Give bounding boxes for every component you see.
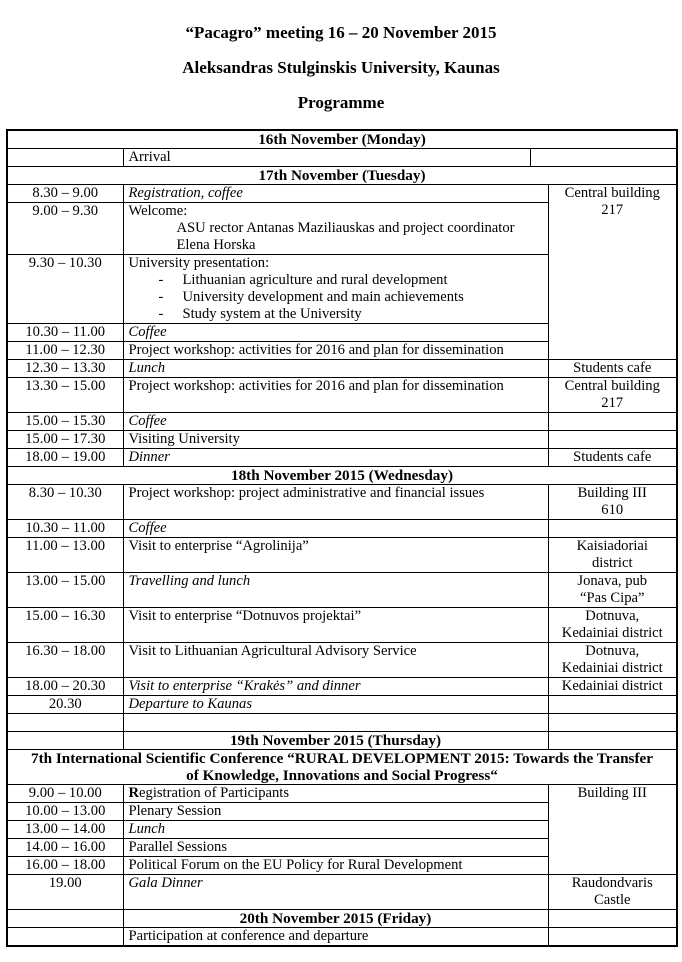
bullet-item	[159, 289, 546, 306]
table-row	[7, 485, 677, 520]
table-row	[7, 378, 677, 413]
activity-cell: Participation at conference and departure	[123, 928, 548, 947]
conference-title-line: of Knowledge, Innovations and Social Progress“	[186, 767, 498, 784]
bullet-text: Lithuanian agriculture and rural development	[182, 272, 448, 288]
table-row	[7, 467, 677, 485]
bullet-text: University development and main achievements	[182, 289, 464, 305]
table-row	[7, 167, 677, 185]
activity-cell	[123, 255, 548, 324]
location-line: “Pas Cipa”	[580, 590, 645, 606]
location-cell: Students cafe	[548, 360, 677, 378]
table-row	[7, 149, 677, 167]
location-cell	[548, 485, 677, 520]
time-cell: 12.30 – 13.30	[7, 360, 123, 378]
location-cell	[548, 185, 677, 360]
meeting-title: “Pacagro” meeting 16 – 20 November 2015	[185, 23, 497, 42]
activity-cell: Plenary Session	[123, 803, 548, 821]
table-row	[7, 538, 677, 573]
location-cell	[548, 431, 677, 449]
location-line: 217	[601, 395, 624, 411]
location-line: Kaisiadoriai	[576, 538, 648, 554]
activity-line: ASU rector Antanas Maziliauskas and project coordinator	[176, 220, 515, 236]
spacer-row	[7, 714, 677, 732]
programme-table	[6, 129, 678, 947]
location-cell	[530, 149, 677, 167]
bullet-text: Study system at the University	[182, 306, 362, 322]
activity-cell: Lunch	[123, 821, 548, 839]
bullet-item	[159, 306, 546, 323]
table-row	[7, 431, 677, 449]
location-line: Building III	[577, 485, 647, 501]
time-cell: 10.00 – 13.00	[7, 803, 123, 821]
time-cell: 15.00 – 16.30	[7, 608, 123, 643]
location-cell	[548, 928, 677, 947]
conference-title-cell	[7, 750, 677, 785]
time-cell: 15.00 – 17.30	[7, 431, 123, 449]
location-line: Kedainiai district	[561, 625, 663, 641]
activity-cell: Political Forum on the EU Policy for Rural Development	[123, 857, 548, 875]
location-cell	[548, 608, 677, 643]
time-cell: 8.30 – 10.30	[7, 485, 123, 520]
location-line: Dotnuva,	[585, 643, 640, 659]
day-header-friday: 20th November 2015 (Friday)	[123, 910, 548, 928]
time-cell: 8.30 – 9.00	[7, 185, 123, 203]
activity-cell: Parallel Sessions	[123, 839, 548, 857]
time-cell: 9.30 – 10.30	[7, 255, 123, 324]
activity-cell: Coffee	[123, 413, 548, 431]
time-cell	[7, 149, 123, 167]
location-line: Central building	[564, 378, 660, 394]
table-row	[7, 360, 677, 378]
activity-cell: Visit to enterprise “Krakės” and dinner	[123, 678, 548, 696]
table-row	[7, 130, 677, 149]
location-line: district	[591, 555, 633, 571]
day-header-monday: 16th November (Monday)	[7, 130, 677, 149]
activity-cell	[123, 785, 548, 803]
time-cell: 13.00 – 15.00	[7, 573, 123, 608]
activity-cell: Registration, coffee	[123, 185, 548, 203]
activity-cell: Coffee	[123, 520, 548, 538]
activity-line: Welcome:	[128, 203, 188, 219]
activity-cell: Dinner	[123, 449, 548, 467]
time-cell: 13.00 – 14.00	[7, 821, 123, 839]
location-line: Jonava, pub	[577, 573, 648, 589]
bullet-item	[159, 272, 546, 289]
location-line: Building III	[577, 785, 647, 801]
time-cell: 9.00 – 10.00	[7, 785, 123, 803]
location-cell	[548, 573, 677, 608]
table-row	[7, 696, 677, 714]
activity-cell: Lunch	[123, 360, 548, 378]
location-cell	[548, 413, 677, 431]
location-cell	[548, 714, 677, 732]
activity-cell: Project workshop: activities for 2016 and plan for dissemination	[123, 342, 548, 360]
activity-cell: Departure to Kaunas	[123, 696, 548, 714]
activity-cell: Gala Dinner	[123, 875, 548, 910]
time-cell: 20.30	[7, 696, 123, 714]
time-cell: 9.00 – 9.30	[7, 203, 123, 255]
table-row	[7, 732, 677, 750]
activity-cell	[123, 203, 548, 255]
time-cell: 13.30 – 15.00	[7, 378, 123, 413]
location-cell	[548, 732, 677, 750]
time-cell: 11.00 – 12.30	[7, 342, 123, 360]
location-cell: Kedainiai district	[548, 678, 677, 696]
time-cell	[7, 928, 123, 947]
table-row	[7, 520, 677, 538]
time-cell	[7, 714, 123, 732]
time-cell: 10.30 – 11.00	[7, 324, 123, 342]
location-cell: Students cafe	[548, 449, 677, 467]
time-cell: 18.00 – 19.00	[7, 449, 123, 467]
university-title: Aleksandras Stulginskis University, Kaunas	[182, 58, 500, 77]
table-row	[7, 928, 677, 947]
activity-line: Elena Horska	[176, 237, 256, 253]
activity-text: egistration of Participants	[139, 785, 290, 801]
bullet-dash: -	[158, 272, 164, 288]
arrival-cell: Arrival	[123, 149, 530, 167]
table-row	[7, 185, 677, 203]
document-header	[0, 0, 682, 112]
location-line: 610	[601, 502, 624, 518]
table-row	[7, 875, 677, 910]
location-cell	[548, 875, 677, 910]
table-row	[7, 678, 677, 696]
location-cell	[548, 910, 677, 928]
table-row	[7, 910, 677, 928]
bullet-dash: -	[158, 306, 164, 322]
day-header-thursday: 19th November 2015 (Thursday)	[123, 732, 548, 750]
activity-cell: Coffee	[123, 324, 548, 342]
conference-title-line: 7th International Scientific Conference “RURAL DEVELOPMENT 2015: Towards the Transfer	[31, 750, 653, 767]
location-line: Central building	[564, 185, 660, 201]
time-cell	[7, 732, 123, 750]
location-cell	[548, 643, 677, 678]
time-cell: 14.00 – 16.00	[7, 839, 123, 857]
day-header-tuesday: 17th November (Tuesday)	[7, 167, 677, 185]
location-cell	[548, 538, 677, 573]
time-cell: 18.00 – 20.30	[7, 678, 123, 696]
location-cell	[548, 696, 677, 714]
activity-cell: Visit to enterprise “Agrolinija”	[123, 538, 548, 573]
location-line: Castle	[594, 892, 631, 908]
activity-line: University presentation:	[128, 255, 270, 271]
location-cell	[548, 785, 677, 875]
table-row	[7, 608, 677, 643]
table-row	[7, 573, 677, 608]
activity-cell: Project workshop: project administrative and financial issues	[123, 485, 548, 520]
bullet-dash: -	[158, 289, 164, 305]
activity-cell: Project workshop: activities for 2016 and plan for dissemination	[123, 378, 548, 413]
time-cell: 16.30 – 18.00	[7, 643, 123, 678]
activity-cell	[123, 714, 548, 732]
time-cell: 16.00 – 18.00	[7, 857, 123, 875]
activity-first-letter: R	[128, 785, 140, 801]
location-line: Kedainiai district	[561, 660, 663, 676]
table-row	[7, 449, 677, 467]
time-cell: 19.00	[7, 875, 123, 910]
location-line: Dotnuva,	[585, 608, 640, 624]
table-row	[7, 413, 677, 431]
activity-cell: Visit to Lithuanian Agricultural Advisory Service	[123, 643, 548, 678]
time-cell	[7, 910, 123, 928]
table-row	[7, 643, 677, 678]
table-row	[7, 785, 677, 803]
time-cell: 11.00 – 13.00	[7, 538, 123, 573]
time-cell: 10.30 – 11.00	[7, 520, 123, 538]
day-header-wednesday: 18th November 2015 (Wednesday)	[7, 467, 677, 485]
location-line: Raudondvaris	[571, 875, 653, 891]
location-cell	[548, 520, 677, 538]
programme-title: Programme	[297, 93, 385, 112]
time-cell: 15.00 – 15.30	[7, 413, 123, 431]
activity-cell: Visit to enterprise “Dotnuvos projektai”	[123, 608, 548, 643]
location-cell	[548, 378, 677, 413]
activity-cell: Visiting University	[123, 431, 548, 449]
location-line: 217	[601, 202, 624, 218]
activity-cell: Travelling and lunch	[123, 573, 548, 608]
table-row	[7, 750, 677, 785]
